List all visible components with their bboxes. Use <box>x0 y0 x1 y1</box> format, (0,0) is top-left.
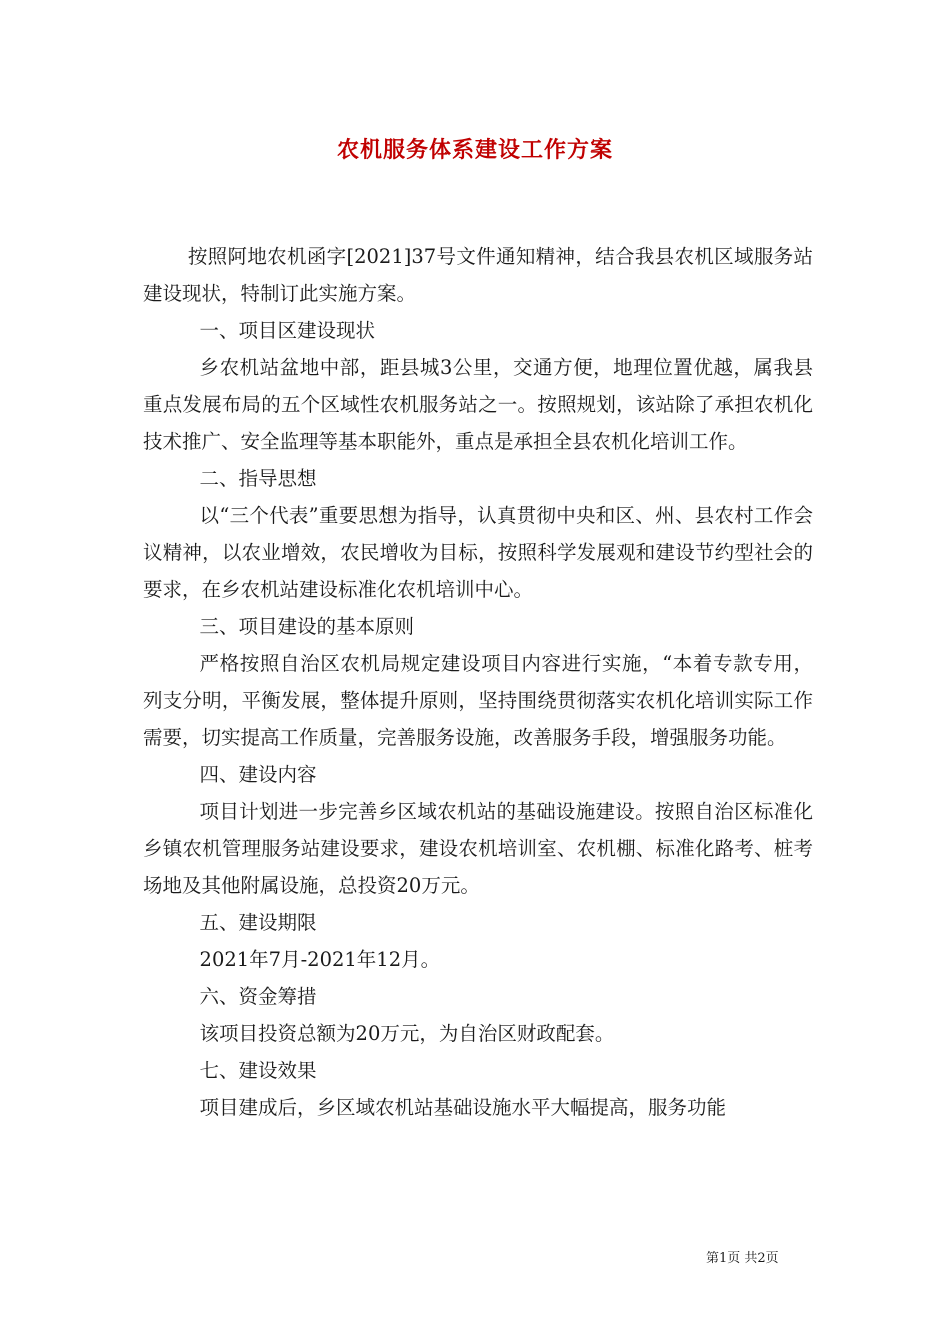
section-paragraph: 该项目投资总额为20万元，为自治区财政配套。 <box>199 1022 615 1045</box>
intro-paragraph: 按照阿地农机函字[2021]37号文件通知精神，结合我县农机区域服务站建设现状，特制订此实施方案。 <box>143 245 813 305</box>
section-heading: 五、建设期限 <box>199 911 317 934</box>
section-paragraph: 项目计划进一步完善乡区域农机站的基础设施建设。按照自治区标准化乡镇农机管理服务站建设要求，建设农机培训室、农机棚、标准化路考、桩考场地及其他附属设施，总投资20万元。 <box>143 800 813 897</box>
section-heading: 三、项目建设的基本原则 <box>199 615 415 638</box>
page-indicator: 第1页 共2页 <box>706 1251 779 1266</box>
section-heading: 四、建设内容 <box>199 763 317 786</box>
document-body <box>143 238 813 1126</box>
section-heading: 七、建设效果 <box>199 1059 317 1082</box>
section-paragraph: 乡农机站盆地中部，距县城3公里，交通方便，地理位置优越，属我县重点发展布局的五个区域性农机服务站之一。按照规划，该站除了承担农机化技术推广、安全监理等基本职能外，重点是承担全县农机化培训工作。 <box>143 356 813 453</box>
section-paragraph: 以“三个代表”重要思想为指导，认真贯彻中央和区、州、县农村工作会议精神，以农业增效，农民增收为目标，按照科学发展观和建设节约型社会的要求，在乡农机站建设标准化农机培训中心。 <box>143 504 813 601</box>
section-heading: 一、项目区建设现状 <box>199 319 376 342</box>
section-heading: 二、指导思想 <box>199 467 317 490</box>
section-paragraph: 项目建成后，乡区域农机站基础设施水平大幅提高，服务功能 <box>199 1096 727 1119</box>
document-title: 农机服务体系建设工作方案 <box>336 137 613 163</box>
section-paragraph: 2021年7月-2021年12月。 <box>199 948 441 971</box>
section-paragraph: 严格按照自治区农机局规定建设项目内容进行实施，“本着专款专用，列支分明，平衡发展，整体提升原则，坚持围绕贯彻落实农机化培训实际工作需要，切实提高工作质量，完善服务设施，改善服务手段，增强服务功能。 <box>143 652 813 749</box>
section-heading: 六、资金筹措 <box>199 985 317 1008</box>
